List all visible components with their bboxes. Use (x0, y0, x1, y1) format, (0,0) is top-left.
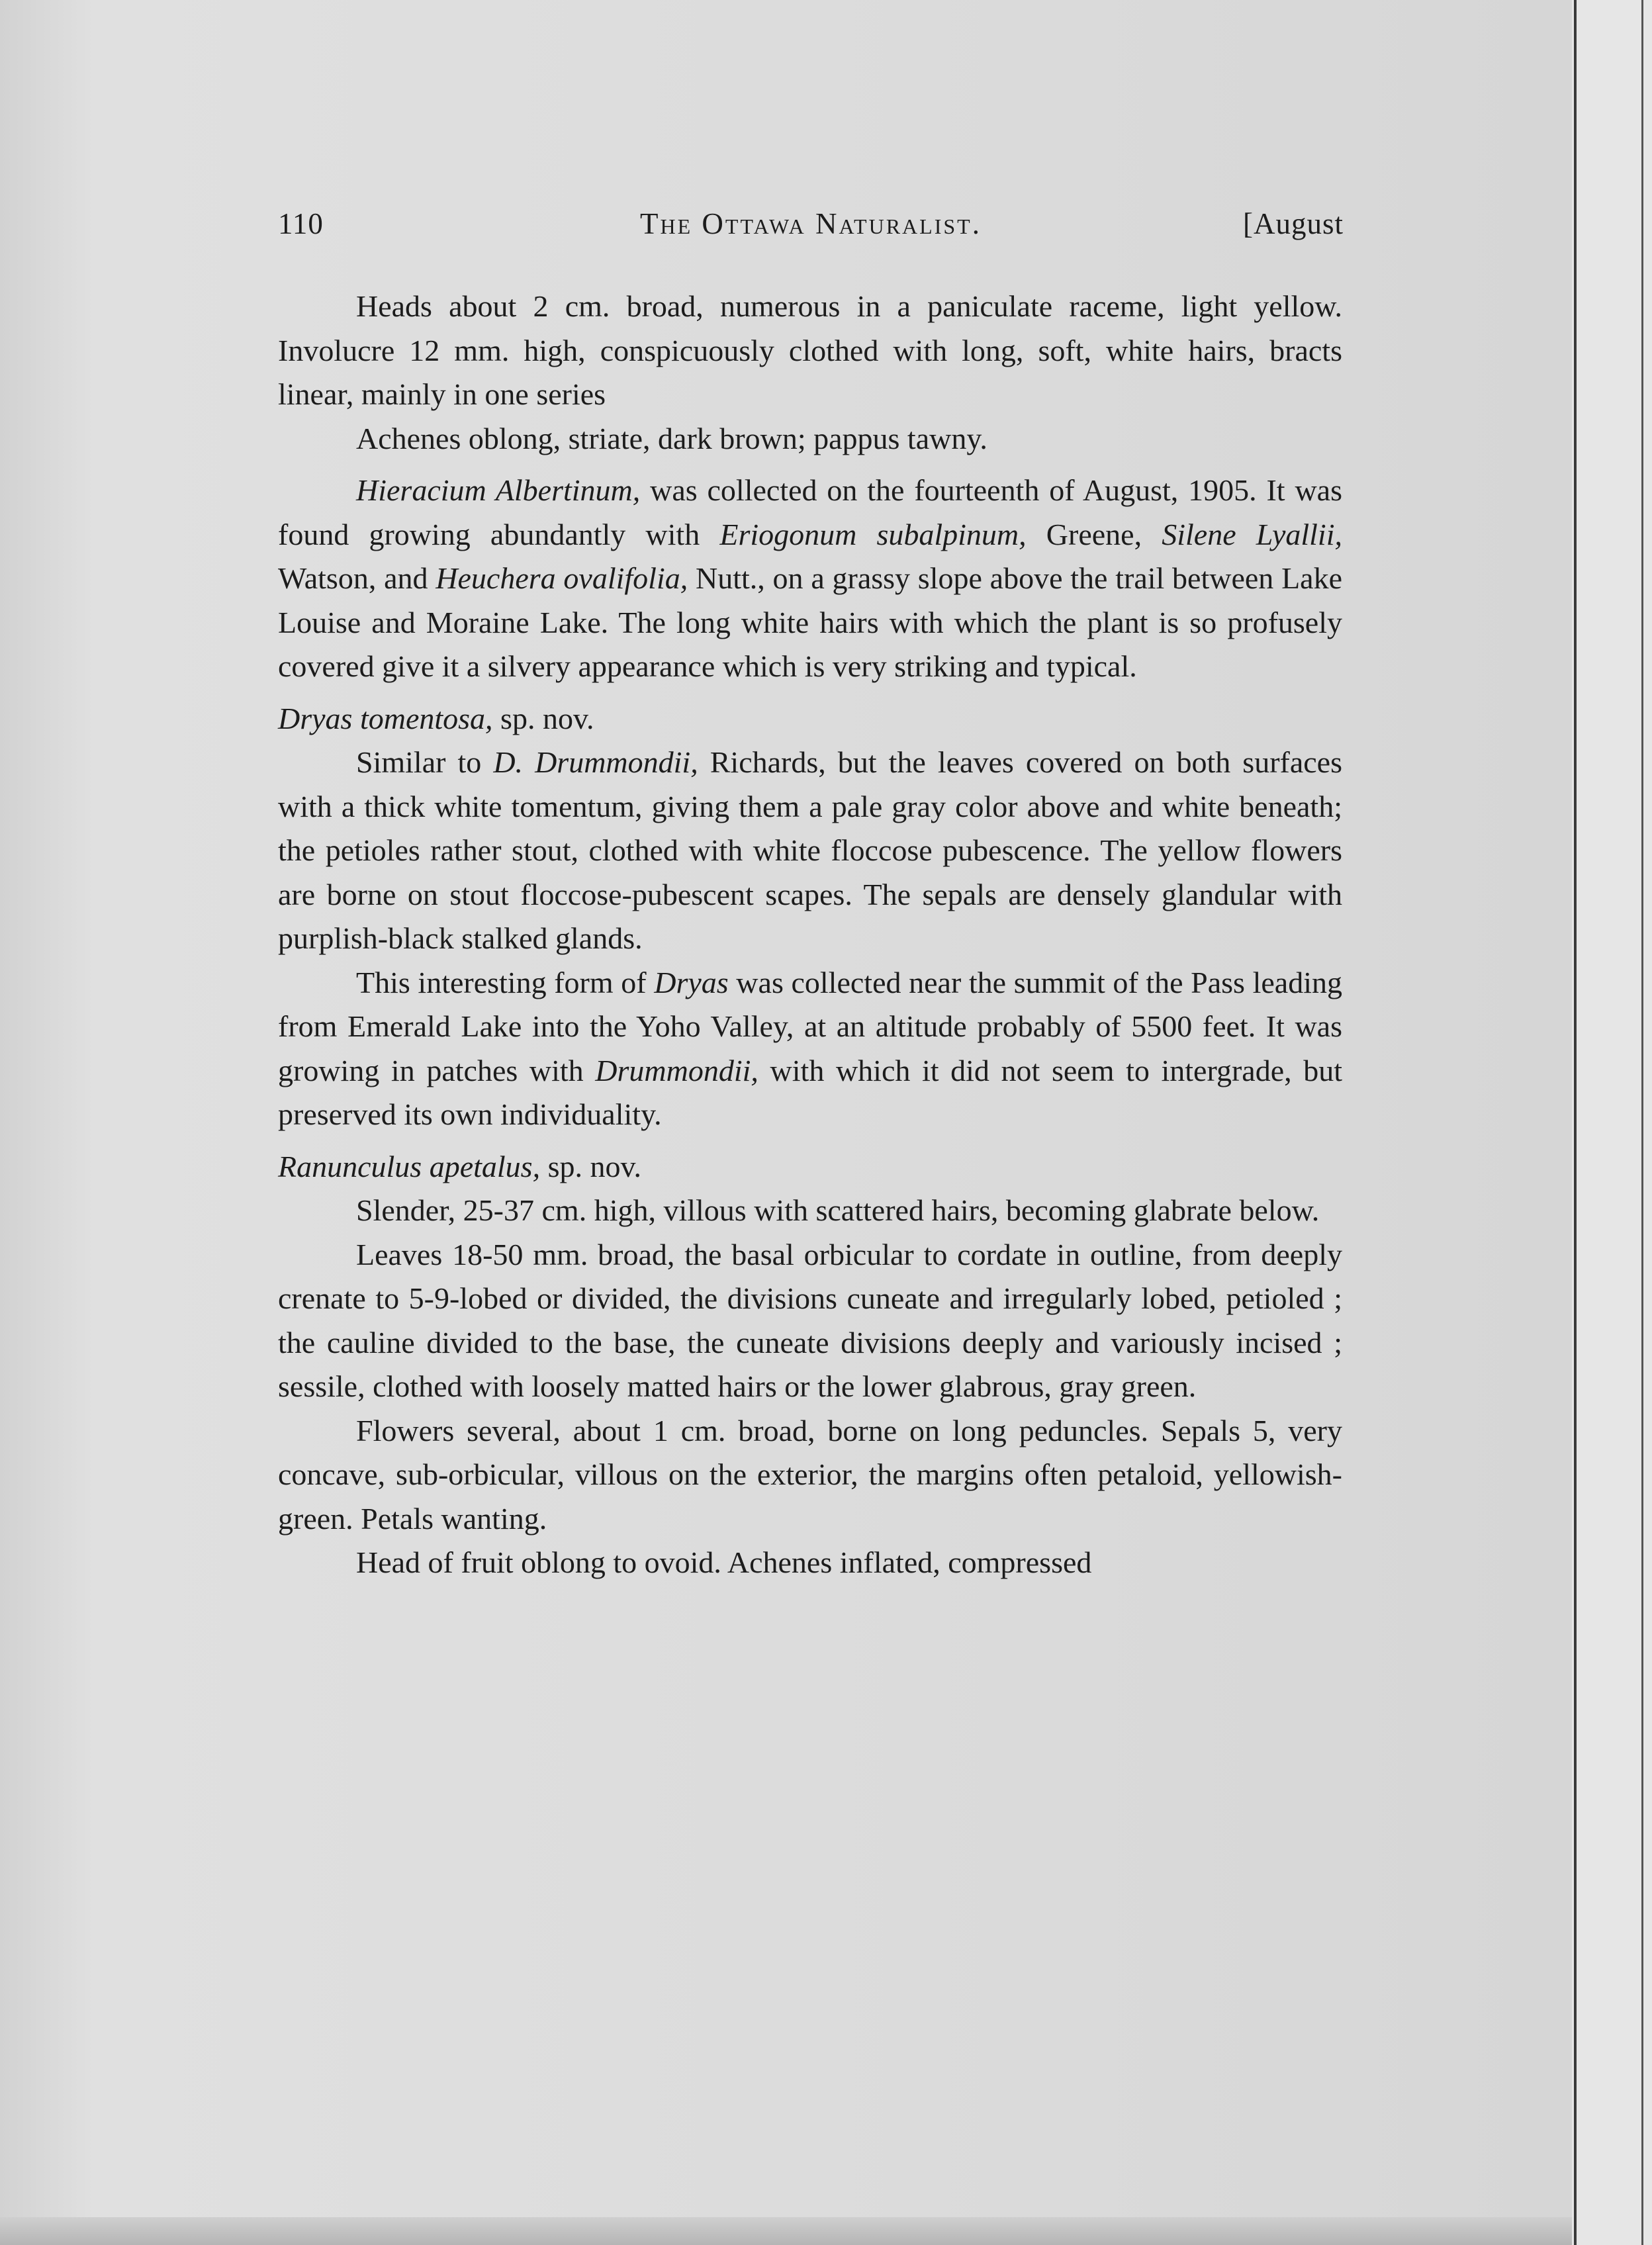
scan-bottom-shadow (0, 2217, 1572, 2245)
heading-ranunculus-apetalus (278, 1145, 1342, 1189)
paragraph-slender: Slender, 25-37 cm. high, villous with scattered hairs, becoming glabrate below. (356, 1193, 1320, 1227)
species-name: Eriogonum subalpinum, (719, 517, 1027, 551)
issue-month: [August (1243, 207, 1344, 240)
paragraph-text: Watson, and (278, 561, 436, 595)
paragraph-text: was collected on the fourteenth of August, 1905. It was found growing abundantly with (278, 473, 1342, 551)
species-heading-suffix: sp. nov. (492, 701, 594, 735)
paragraph-dryas-description (278, 741, 1342, 961)
paragraph-text: Nutt., on a grassy slope above the trail between Lake Louise and Moraine Lake. The long white hairs with which the plant is so profusely covered give it a silvery appearance which is very striking and typical. (278, 561, 1343, 683)
species-name: Heuchera ovalifolia, (436, 561, 688, 595)
species-name: Dryas (654, 965, 729, 999)
species-name: Drummondii, (595, 1053, 758, 1087)
species-heading-name: Dryas tomentosa, (278, 701, 493, 735)
species-name: D. Drummondii, (493, 745, 698, 779)
paragraph-dryas-collection (278, 961, 1342, 1137)
page-edge-background (1572, 0, 1652, 2245)
page-edge-line-outer (1641, 0, 1643, 2245)
running-header (278, 206, 1344, 253)
species-name: Hieracium Albertinum, (356, 473, 641, 507)
paragraph-fruit: Head of fruit oblong to ovoid. Achenes inflated, compressed (356, 1545, 1092, 1579)
paragraph-text: Richards, but the leaves covered on both surfaces with a thick white tomentum, giving them a pale gray color above and white beneath; the petioles rather stout, clothed with white floccose pubescence. The yellow flowers are borne on stout floccose-pubescent scapes. The sepals are densely glandular with purplish-black stalked glands. (278, 745, 1342, 955)
body-text (278, 285, 1342, 1585)
paragraph-text: This interesting form of (356, 965, 655, 999)
page-number: 110 (278, 207, 324, 240)
paragraph-text: was collected near the summit of the Pass leading from Emerald Lake into the Yoho Valley, at an altitude probably of 5500 feet. It was growing in patches with (278, 965, 1342, 1087)
paragraph-achenes: Achenes oblong, striate, dark brown; pappus tawny. (356, 421, 987, 455)
page-edge-line (1574, 0, 1577, 2245)
paragraph-text: with which it did not seem to intergrade, but preserved its own individuality. (278, 1053, 1343, 1131)
paragraph-flowers: Flowers several, about 1 cm. broad, borne on long peduncles. Sepals 5, very concave, sub-orbicular, villous on the exterior, the margins often petaloid, yellowish-green. Petals wanting. (278, 1413, 1342, 1535)
paragraph-leaves: Leaves 18-50 mm. broad, the basal orbicular to cordate in outline, from deeply crenate to 5-9-lobed or divided, the divisions cuneate and irregularly lobed, petioled ; the cauline divided to the base, the cuneate divisions deeply and variously incised ; sessile, clothed with loosely matted hairs or the lower glabrous, gray green. (278, 1237, 1342, 1403)
journal-title: The Ottawa Naturalist. (640, 207, 982, 240)
species-heading-name: Ranunculus apetalus, (278, 1149, 541, 1183)
species-name: Silene Lyallii, (1162, 517, 1342, 551)
paragraph-heads: Heads about 2 cm. broad, numerous in a paniculate raceme, light yellow. Involucre 12 mm. high, conspicuously clothed with long, soft, white hairs, bracts linear, mainly in one series (278, 289, 1342, 411)
paragraph-text: Greene, (1026, 517, 1162, 551)
paragraph-text: Similar to (356, 745, 494, 779)
paragraph-hieracium (278, 469, 1342, 689)
heading-dryas-tomentosa (278, 697, 1342, 741)
species-heading-suffix: sp. nov. (540, 1149, 641, 1183)
